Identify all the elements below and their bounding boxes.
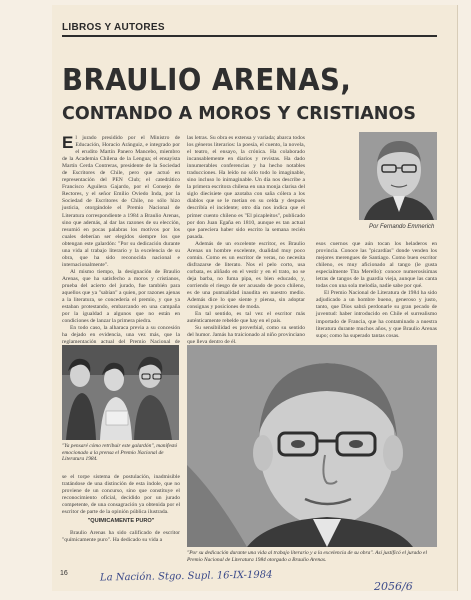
headline-line1: BRAULIO ARENAS, <box>62 63 352 98</box>
col1-paragraph-3: En todo caso, la alharaca previa a su concesión ha dejado en evidencia, una vez más, que la reglamentación actual del Premio Nacional de <box>62 325 180 346</box>
main-photo <box>187 345 437 547</box>
column-3 <box>316 241 437 337</box>
page-number: 16 <box>60 570 68 577</box>
portrait-photo <box>359 132 437 220</box>
group-image <box>62 345 179 440</box>
col1-paragraph-5: Braulio Arenas ha sido calificado de escritor "químicamente puro". Ha dedicado su vida a <box>62 530 180 544</box>
col3-paragraph-1: esos cuernos que aún tocan los heladeros en provincia. Conoce las "picardías" donde venden los mejores merengues de Santiago. Como buen escritor chileno, es muy aficionado al tango (le gusta especialmente Tita Merello): conoce numerosísimas letras de tangos de la guardia vieja, aunque las canta todas con una sola melodía, nadie sabe por qué. <box>316 241 437 290</box>
drop-cap: E <box>62 133 74 152</box>
portrait-image <box>359 132 437 220</box>
col2-paragraph-2: Además de un excelente escritor, es Braulio Arenas un hombre excelente, dualidad muy poco común. Como es un escritor de veras, no necesita disfrazarse de literato. Nos el pelo corto, usa corbata, es aliñado en el vestir y en el trato, no se deja barba, no fuma pipa, es bien educado, y, corriendo el riesgo de ser acusado de poco chileno, es de una puntualidad inaudita en nuestro medio. Además dice lo que siente y piensa, sin adoptar consignas y posiciones de moda. <box>187 240 305 311</box>
group-photo-caption: "Ya pensaré cómo retribuir este galardón", manifestó emocionado a la prensa el Premio Nacional de Literatura 1984. <box>62 443 178 463</box>
col2-paragraph-1: las letras. Su obra es extensa y variada; abarca todos los géneros literarios: la poesía, el cuento, la novela, el teatro, el ensayo, la crónica. Ha colaborado incansablemente en diarios y revistas. Ha dado innumerables conferencias y ha hecho notables traducciones. Ha leído no sólo todo lo imaginable, sino incluso lo inimaginable. Un día nos describe a la primera escritora chilena en una monja clarisa del siglo diecisiete que azotaba con saña cólera a los diablos que se le metían en su celda y después describía el incidente; otro día nos indica que el primer cuento chileno es "El picapleitos", publicado por don Juan Egaña en 1810, aunque es tan actual que pareciera haber sido escrito la semana recién pasada. <box>187 135 305 240</box>
col2-paragraph-3: En tal sentido, es tal vez el escritor más auténticamente rebelde que hay en el país. <box>187 311 305 325</box>
column-1-end <box>62 530 180 546</box>
main-photo-caption: "Por su dedicación durante una vida al trabajo literario y a la excelencia de su obra". Así justificó el jurado el Premio Nacional de Literatura 1984 otorgado a Braulio Arenas. <box>187 550 427 563</box>
subheading: "QUIMICAMENTE PURO" <box>87 518 155 524</box>
col1-paragraph-1: l jurado presidido por el Ministro de Educación, Horacio Aránguiz, e integrado por el erudito Martín Panero Mancebo, miembro de la Academia Chilena de la Lengua; el ensayista Martín Cerda Contreras, presidente de la Sociedad de Escritores de Chile, pero que actuó en representación del PEN Club; el catedrático Francisco Aguilera Gajardo, por el Consejo de Rectores, y el señor Emilio Oviedo Inda, por la Sociedad de Escritores de Chile, no sólo hizo justicia, otorgándole el Premio Nacional de Literatura correspondiente a 1984 a Braulio Arenas, sino que además, al dar las razones de su elección, resumió en pocas palabras los motivos por los cuales deberían ser elegidos siempre los que obtengan este galardón: "Por su dedicación durante una vida al trabajo literario y la excelencia de su obra, que ha sido reconocida nacional e internacionalmente". <box>62 135 180 268</box>
col2-paragraph-4: Su sensibilidad es proverbial, como su sentido del humor. Jamás ha traicionado al niño provinciano que lleva dentro de él. <box>187 325 305 346</box>
handwritten-archive-number: 2056/6 <box>374 580 413 593</box>
main-image <box>187 345 437 547</box>
group-photo <box>62 345 179 440</box>
author-credit: Por Fernando Emmerich <box>369 224 435 230</box>
column-1-bottom <box>62 474 180 514</box>
col1-paragraph-4: se el torpe sistema de postulación, inadmisible tratándose de una distinción de esta índole, que no proviene de un concurso, sino que constituye el reconocimiento oficial, decidido por un jurado competente, de una consagración ya obtenida por el escritor de parte de la opinión pública ilustrada. <box>62 474 180 516</box>
column-2 <box>187 135 305 346</box>
section-label: LIBROS Y AUTORES <box>62 22 165 33</box>
column-1-top <box>62 133 180 346</box>
col3-paragraph-2: El Premio Nacional de Literatura de 1984 ha sido adjudicado a un hombre bueno, generoso y justo, tanto, que Dios sabrá perdonarle su gran pecado de juventud: haber introducido en Chile el surrealismo importado de Francia, que ha contaminado a nuestra literatura durante muchos años, y que Braulio Arenas supo; como ha superado tantas cosas. <box>316 290 437 339</box>
handwritten-source-note: La Nación. Stgo. Supl. 16-IX-1984 <box>99 569 273 584</box>
col1-paragraph-2: Al mismo tiempo, la designación de Braulio Arenas, que ha satisfecho a moros y cristianos, prueba del acierto del jurado, fue también para aquellos que ya "sabían" a quien, por razones ajenas a la literatura, se concedería el premio, y que ya estaban protestando, embarcando en una campaña por la igualdad a algunos que no están en condiciones de lanzar la primera piedra. <box>62 268 180 325</box>
section-rule <box>62 35 437 37</box>
headline-line2: CONTANDO A MOROS Y CRISTIANOS <box>62 104 416 124</box>
